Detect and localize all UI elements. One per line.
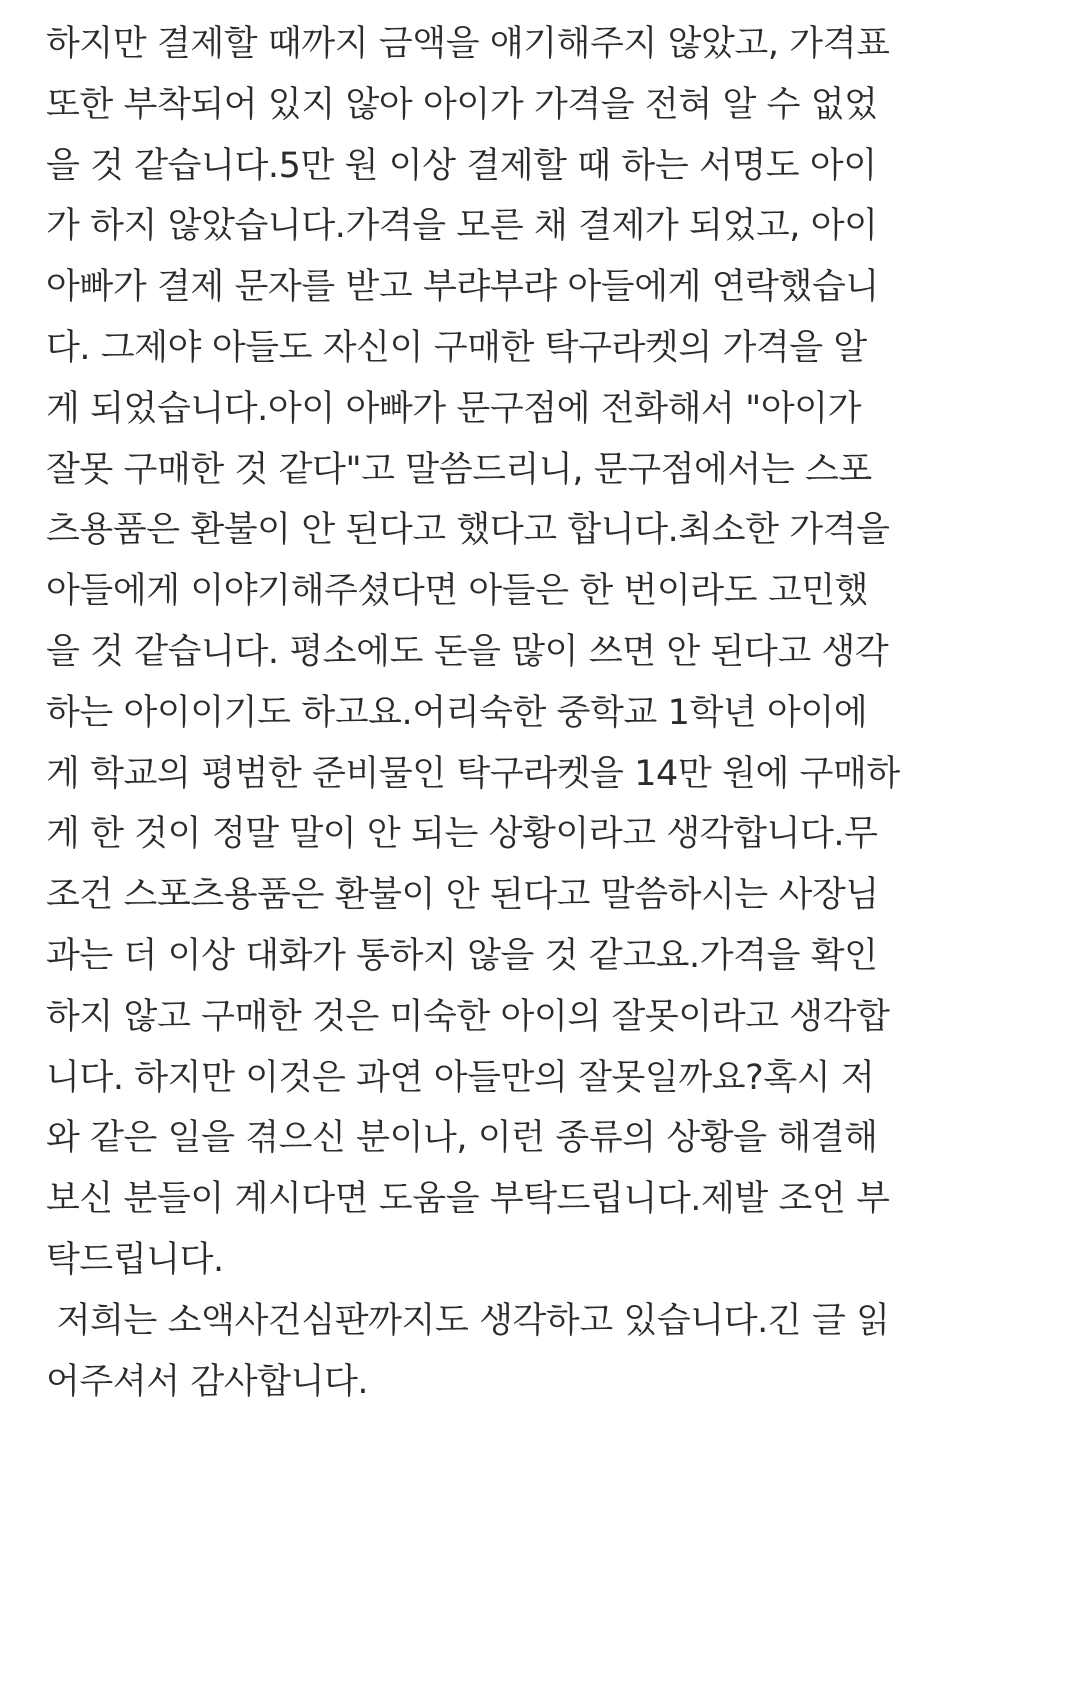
text-line: 다. 그제야 아들도 자신이 구매한 탁구라켓의 가격을 알 [46,327,867,368]
text-line: 게 학교의 평범한 준비물인 탁구라켓을 14만 원에 구매하 [46,753,900,794]
text-line: 탁드립니다. [46,1239,224,1280]
text-line: 과는 더 이상 대화가 통하지 않을 것 같고요.가격을 확인 [46,935,878,976]
text-line: 조건 스포츠용품은 환불이 안 된다고 말씀하시는 사장님 [46,875,879,916]
text-line: 게 한 것이 정말 말이 안 되는 상황이라고 생각합니다.무 [46,814,878,855]
text-line: 아빠가 결제 문자를 받고 부랴부랴 아들에게 연락했습니 [46,267,879,308]
text-line: 을 것 같습니다.5만 원 이상 결제할 때 하는 서명도 아이 [46,145,877,186]
text-line: 보신 분들이 계시다면 도움을 부탁드립니다.제발 조언 부 [46,1179,890,1220]
text-line: 저희는 소액사건심판까지도 생각하고 있습니다.긴 글 읽 [46,1300,890,1341]
text-line: 와 같은 일을 겪으신 분이나, 이런 종류의 상황을 해결해 [46,1118,878,1159]
text-line: 하지 않고 구매한 것은 미숙한 아이의 잘못이라고 생각합 [46,996,890,1037]
text-line: 을 것 같습니다. 평소에도 돈을 많이 쓰면 안 된다고 생각 [46,631,889,672]
text-line: 아들에게 이야기해주셨다면 아들은 한 번이라도 고민했 [46,571,869,612]
text-line: 게 되었습니다.아이 아빠가 문구점에 전화해서 "아이가 [46,388,862,429]
text-line: 하는 아이이기도 하고요.어리숙한 중학교 1학년 아이에 [46,692,868,733]
text-line: 잘못 구매한 것 같다"고 말씀드리니, 문구점에서는 스포 [46,449,872,490]
text-line: 또한 부착되어 있지 않아 아이가 가격을 전혀 알 수 없었 [46,84,878,125]
text-line: 니다. 하지만 이것은 과연 아들만의 잘못일까요?혹시 저 [46,1057,875,1098]
text-line: 하지만 결제할 때까지 금액을 얘기해주지 않았고, 가격표 [46,24,890,64]
text-line: 가 하지 않았습니다.가격을 모른 채 결제가 되었고, 아이 [46,206,878,247]
text-line: 츠용품은 환불이 안 된다고 했다고 합니다.최소한 가격을 [46,510,890,551]
text-line: 어주셔서 감사합니다. [46,1361,369,1402]
